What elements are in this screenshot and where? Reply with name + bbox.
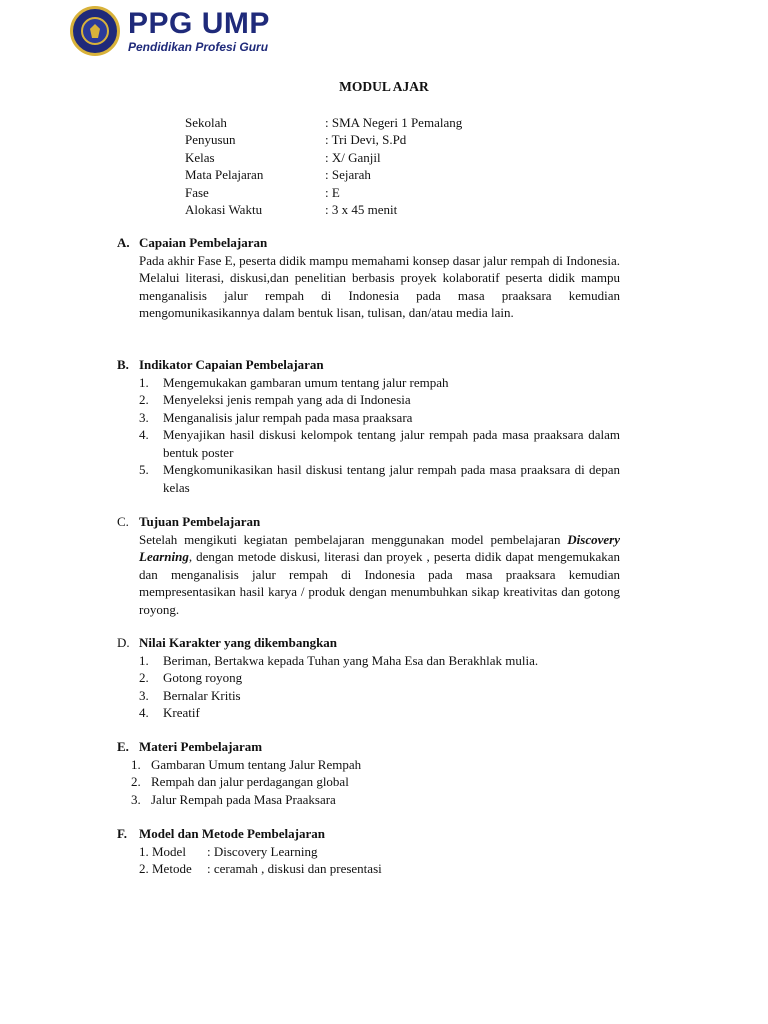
list-num: 3. <box>139 409 149 425</box>
logo-subtitle: Pendidikan Profesi Guru <box>128 40 269 54</box>
info-value: : X/ Ganjil <box>325 149 381 166</box>
section-paragraph <box>139 531 620 619</box>
list-num: 1. <box>139 652 149 668</box>
list-text: Bernalar Kritis <box>163 687 241 703</box>
section-nilai-karakter <box>117 634 620 722</box>
list-item <box>139 461 620 496</box>
list-text: Menganalisis jalur rempah pada masa praaksara <box>163 409 413 425</box>
list-item <box>139 652 620 670</box>
list-item <box>139 409 620 427</box>
list-item <box>131 773 620 791</box>
section-letter: A. <box>117 235 130 250</box>
item-value: : Discovery Learning <box>207 843 317 861</box>
info-label: Kelas <box>185 149 215 165</box>
section-letter: E. <box>117 739 129 754</box>
list-item <box>131 756 620 774</box>
list-num: 4. <box>139 705 149 720</box>
logo-title: PPG UMP <box>128 7 270 40</box>
section-capaian <box>117 234 620 322</box>
section-letter: C. <box>117 514 129 529</box>
paragraph-emphasis: Discovery Learning <box>139 531 620 564</box>
list-text: Rempah dan jalur perdagangan global <box>151 774 349 789</box>
info-table <box>185 114 462 218</box>
section-heading: Nilai Karakter yang dikembangkan <box>139 635 338 650</box>
list-text: Mengemukakan gambaran umum tentang jalur rempah <box>163 374 449 390</box>
list-num: 5. <box>139 462 149 477</box>
list-text: Gambaran Umum tentang Jalur Rempah <box>151 756 362 772</box>
header-logo <box>70 6 270 56</box>
list-item <box>139 843 620 861</box>
section-materi <box>117 738 620 808</box>
info-value: : E <box>325 184 340 201</box>
info-row <box>185 166 462 183</box>
info-label: Penyusun <box>185 132 236 148</box>
list-text: Gotong royong <box>163 670 243 685</box>
list-text: Jalur Rempah pada Masa Praaksara <box>151 791 336 807</box>
info-value: : SMA Negeri 1 Pemalang <box>325 114 462 131</box>
list-num: 1. <box>139 374 149 390</box>
list-num: 1. <box>131 756 141 772</box>
list-text: Kreatif <box>163 705 200 720</box>
list-text: Mengkomunikasikan hasil diskusi tentang jalur rempah pada masa praaksara di depan kelas <box>163 462 620 495</box>
paragraph-text: , dengan metode diskusi, literasi dan proyek , peserta didik dapat mengemukakan dan menganalisis jalur rempah di Indonesia pada masa praaksara kemudian mempresentasikan hasil karya / produk dengan menumbuhkan sikap kreativitas dan gotong royong. <box>139 549 620 617</box>
list-num: 3. <box>131 791 141 807</box>
section-tujuan <box>117 513 620 618</box>
list-text: Menyeleksi jenis rempah yang ada di Indonesia <box>163 392 411 407</box>
item-label: 1. Model <box>139 843 186 859</box>
info-row <box>185 184 462 201</box>
section-heading: Indikator Capaian Pembelajaran <box>139 357 324 372</box>
item-value: : ceramah , diskusi dan presentasi <box>207 860 382 878</box>
list-item <box>131 791 620 809</box>
info-row <box>185 131 462 148</box>
document-title: MODUL AJAR <box>339 79 429 94</box>
section-heading: Capaian Pembelajaran <box>139 235 268 250</box>
info-row <box>185 201 462 218</box>
list-item <box>139 426 620 461</box>
section-letter: F. <box>117 826 127 841</box>
list-num: 3. <box>139 687 149 703</box>
list-item <box>139 391 620 409</box>
section-paragraph: Pada akhir Fase E, peserta didik mampu memahami konsep dasar jalur rempah di Indonesia. Melalui literasi, diskusi,dan penelitian berbasis proyek kolaboratif peserta didik mampu menganalisis jalur rempah di Indonesia pada masa praaksara kemudian mengomunikasikannya dalam bentuk lisan, tulisan, dan/atau media lain. <box>139 252 620 320</box>
info-label: Sekolah <box>185 115 227 130</box>
section-heading: Model dan Metode Pembelajaran <box>139 826 325 841</box>
list-num: 2. <box>131 774 141 789</box>
info-row <box>185 114 462 131</box>
section-letter: D. <box>117 635 130 650</box>
info-value: : 3 x 45 menit <box>325 201 397 218</box>
info-label: Alokasi Waktu <box>185 201 263 217</box>
list-num: 2. <box>139 670 149 685</box>
list-text: Beriman, Bertakwa kepada Tuhan yang Maha Esa dan Berakhlak mulia. <box>163 652 539 668</box>
list-item <box>139 687 620 705</box>
list-item <box>139 374 620 392</box>
list-item <box>139 860 620 878</box>
info-label: Fase <box>185 184 209 200</box>
list-item <box>139 704 620 722</box>
info-value: : Sejarah <box>325 166 371 183</box>
list-num: 4. <box>139 427 149 442</box>
model-method-list <box>139 843 620 878</box>
section-heading: Materi Pembelajaram <box>139 739 263 754</box>
info-value: : Tri Devi, S.Pd <box>325 131 406 148</box>
list-item <box>139 669 620 687</box>
section-letter: B. <box>117 357 129 372</box>
section-model-metode <box>117 825 620 878</box>
paragraph-text: Setelah mengikuti kegiatan pembelajaran menggunakan model pembelajaran <box>139 531 568 547</box>
info-row <box>185 149 462 166</box>
list-text: Menyajikan hasil diskusi kelompok tentang jalur rempah pada masa praaksara dalam bentuk poster <box>163 427 620 460</box>
list-num: 2. <box>139 392 149 407</box>
section-heading: Tujuan Pembelajaran <box>139 514 261 529</box>
info-label: Mata Pelajaran <box>185 167 264 183</box>
section-indikator <box>117 356 620 496</box>
university-seal-icon <box>70 6 120 56</box>
item-label: 2. Metode <box>139 861 192 876</box>
